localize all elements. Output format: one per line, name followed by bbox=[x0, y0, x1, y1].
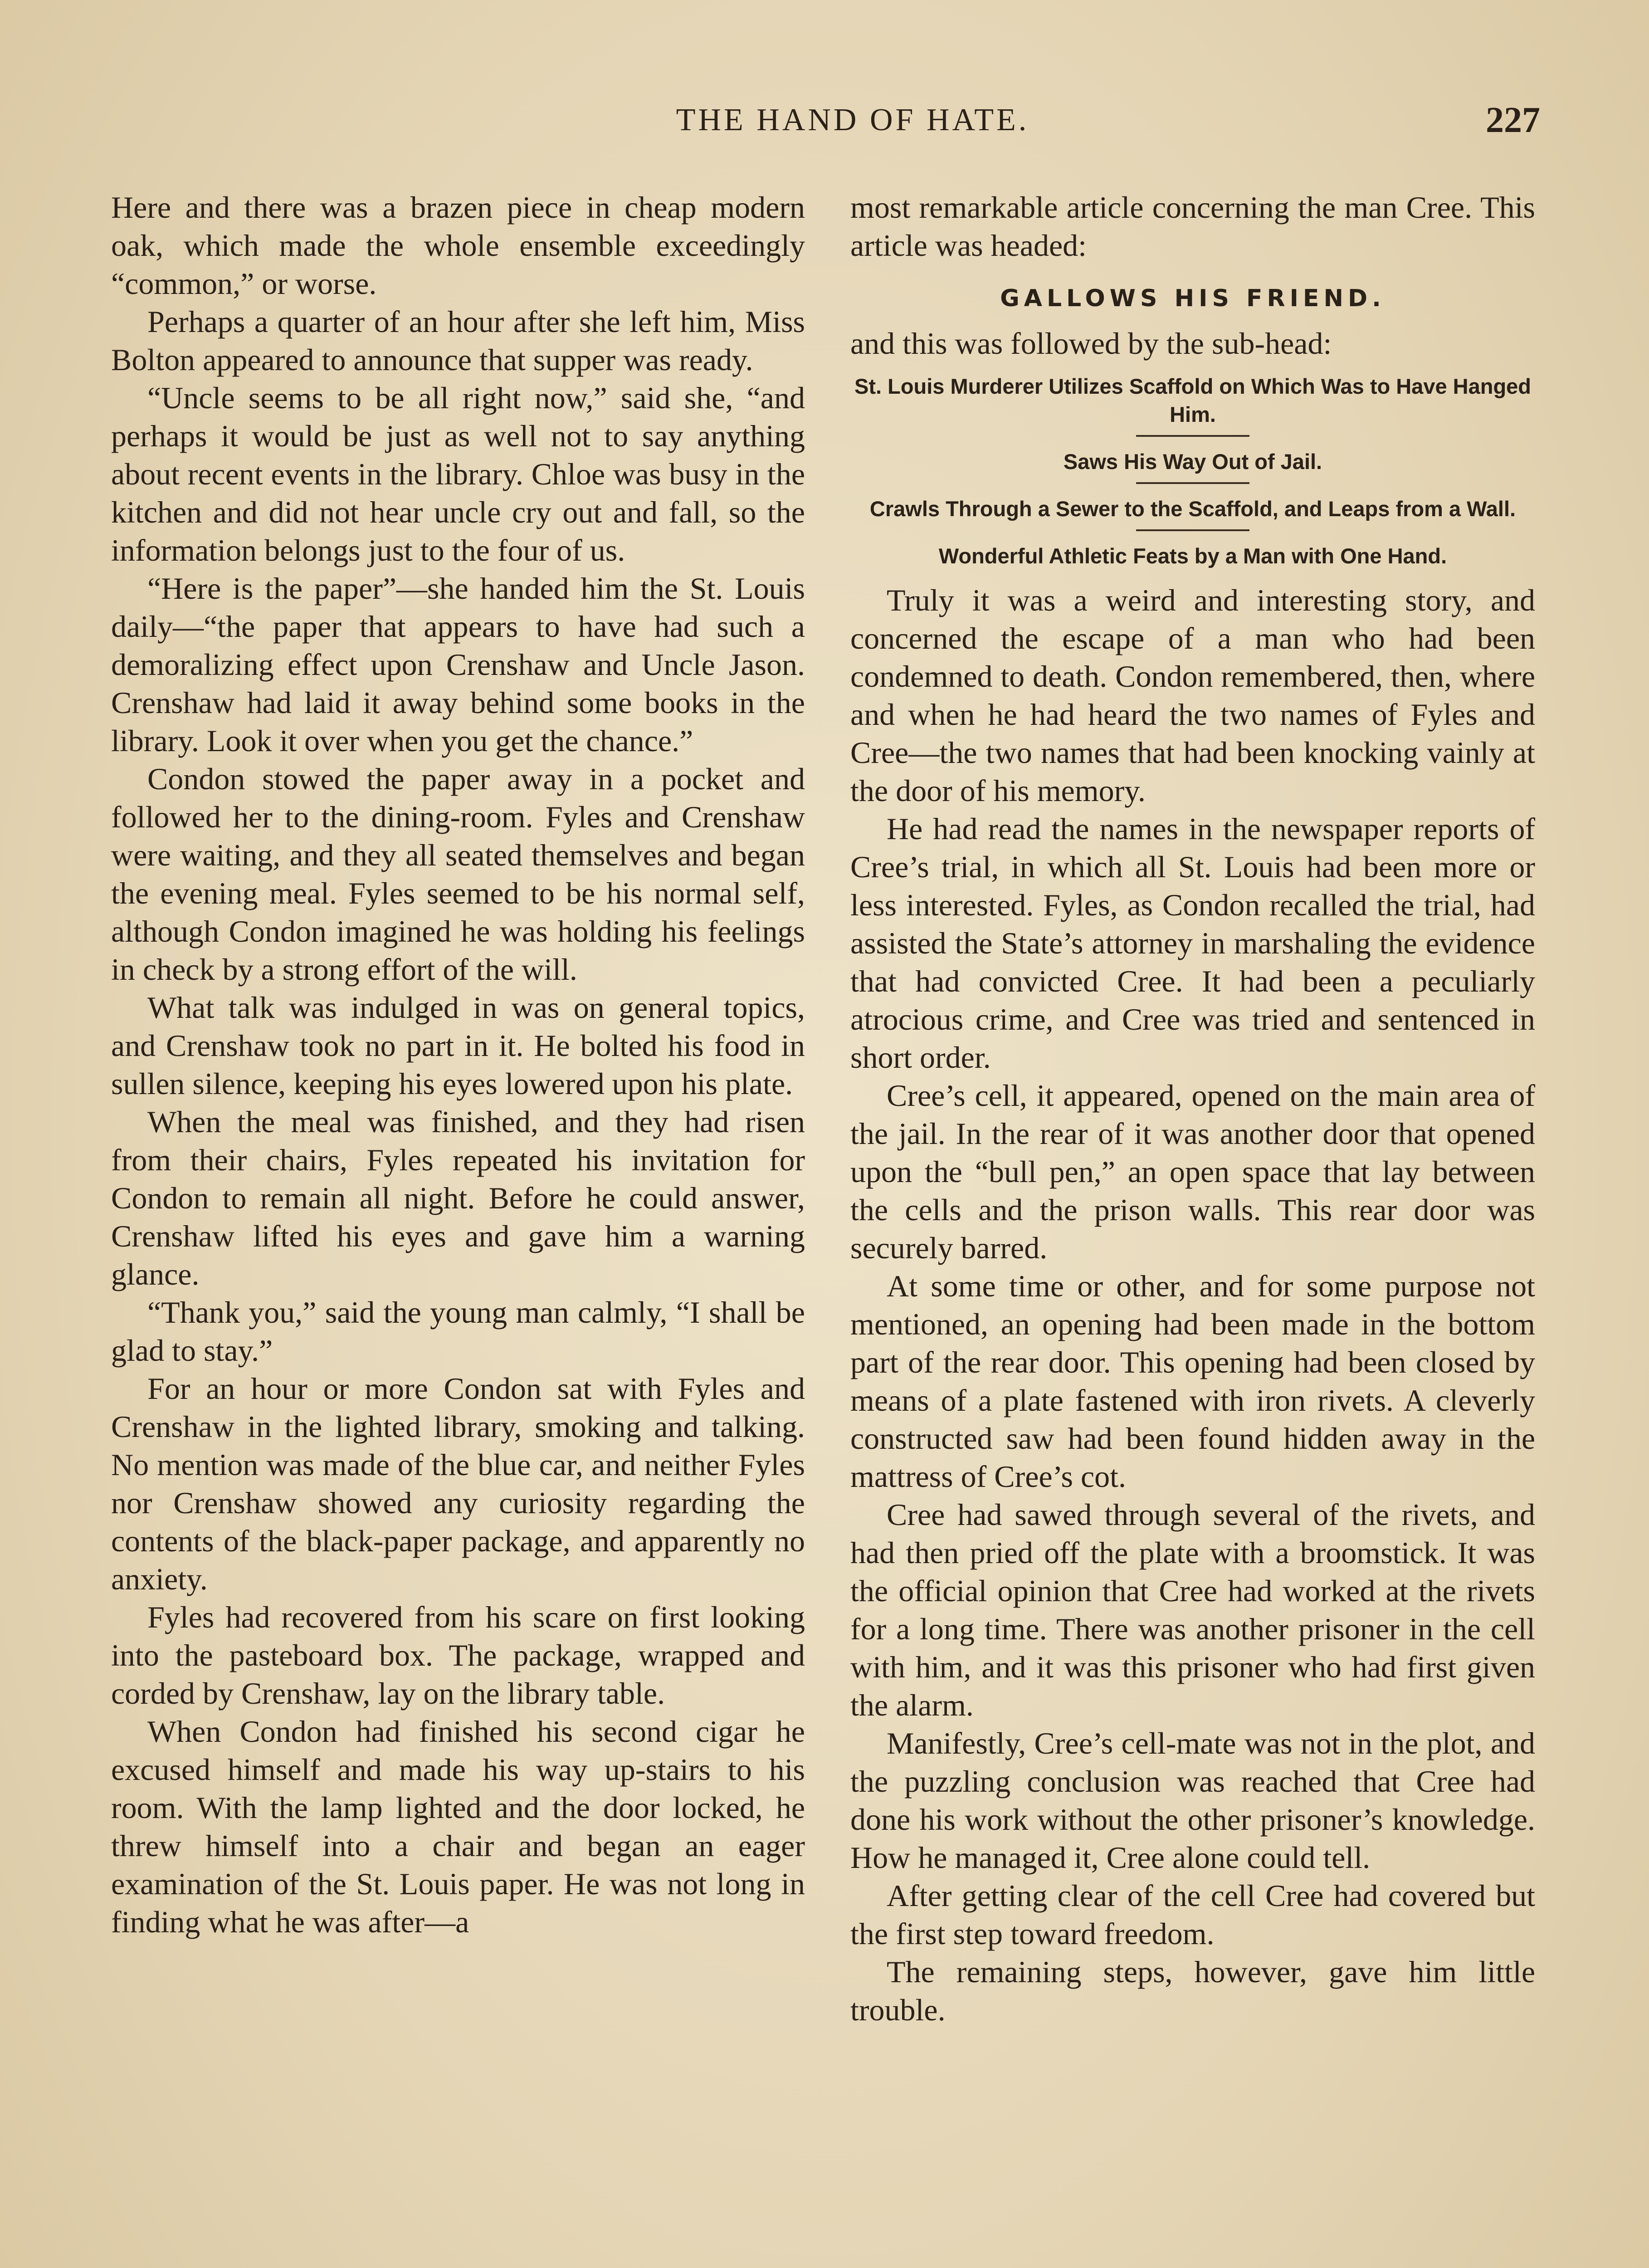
paragraph: Manifestly, Cree’s cell-mate was not in the plot, and the puzzling conclusion was reached that Cree had done his work without the other prisoner’s knowledge. How he managed it, Cree alone could tell. bbox=[850, 1726, 1535, 1875]
paragraph: When the meal was finished, and they had risen from their chairs, Fyles repeated his invitation for Condon to remain all night. Before he could answer, Crenshaw lifted his eyes and gave him a warning glance. bbox=[111, 1105, 805, 1291]
right-column bbox=[850, 188, 1535, 2029]
paragraph: The remaining steps, however, gave him little trouble. bbox=[850, 1955, 1535, 2027]
paragraph: and this was followed by the sub-head: bbox=[850, 326, 1332, 361]
paragraph: What talk was indulged in was on general topics, and Crenshaw took no part in it. He bolted his food in sullen silence, keeping his eyes lowered upon his plate. bbox=[111, 990, 805, 1101]
paragraph: Cree’s cell, it appeared, opened on the main area of the jail. In the rear of it was another door that opened upon the “bull pen,” an open space that lay between the cells and the prison walls. This rear door was securely barred. bbox=[850, 1078, 1535, 1265]
paragraph: “Uncle seems to be all right now,” said she, “and perhaps it would be just as well not to say anything about recent events in the library. Chloe was busy in the kitchen and did not hear uncle cry out and fall, so the information belongs just to the four of us. bbox=[111, 381, 805, 567]
paragraph: For an hour or more Condon sat with Fyles and Crenshaw in the lighted library, smoking and talking. No mention was made of the blue car, and neither Fyles nor Crenshaw showed any curiosity regarding the contents of the black-paper package, and apparently no anxiety. bbox=[111, 1371, 805, 1596]
divider bbox=[1136, 435, 1249, 437]
paragraph: Fyles had recovered from his scare on first looking into the pasteboard box. The package, wrapped and corded by Crenshaw, lay on the library table. bbox=[111, 1600, 805, 1711]
divider bbox=[1136, 482, 1249, 484]
paragraph: After getting clear of the cell Cree had covered but the first step toward freedom. bbox=[850, 1878, 1535, 1951]
running-title: THE HAND OF HATE. bbox=[676, 103, 1029, 137]
article-subhead: Wonderful Athletic Feats by a Man with One Hand. bbox=[938, 544, 1447, 568]
paragraph: most remarkable article concerning the man Cree. This article was headed: bbox=[850, 190, 1535, 263]
left-column bbox=[111, 188, 805, 1941]
paragraph: At some time or other, and for some purpose not mentioned, an opening had been made in the bottom part of the rear door. This opening had been closed by means of a plate fastened with iron rivets. A cleverly constructed saw had been found hidden away in the mattress of Cree’s cot. bbox=[850, 1269, 1535, 1494]
article-subhead: St. Louis Murderer Utilizes Scaffold on Which Was to Have Hanged Him. bbox=[854, 374, 1531, 426]
paragraph: Condon stowed the paper away in a pocket and followed her to the dining-room. Fyles and Crenshaw were waiting, and they all seated themselves and began the evening meal. Fyles seemed to be his normal self, although Condon imagined he was holding his feelings in check by a strong effort of the will. bbox=[111, 762, 805, 987]
article-subhead: Saws His Way Out of Jail. bbox=[1063, 450, 1322, 474]
paragraph: “Here is the paper”—she handed him the St. Louis daily—“the paper that appears to have had such a demoralizing effect upon Crenshaw and Uncle Jason. Crenshaw had laid it away behind some books in the library. Look it over when you get the chance.” bbox=[111, 571, 805, 758]
paragraph: Cree had sawed through several of the rivets, and had then pried off the plate with a broomstick. It was the official opinion that Cree had worked at the rivets for a long time. There was another prisoner in the cell with him, and it was this prisoner who had first given the alarm. bbox=[850, 1497, 1535, 1722]
page-number: 227 bbox=[1486, 100, 1540, 140]
article-headline: GALLOWS HIS FRIEND. bbox=[1000, 285, 1386, 312]
paragraph: Truly it was a weird and interesting story, and concerned the escape of a man who had been condemned to death. Condon remembered, then, where and when he had heard the two names of Fyles and Cree—the two names that had been knocking vainly at the door of his memory. bbox=[850, 583, 1535, 808]
paragraph: When Condon had finished his second cigar he excused himself and made his way up-stairs to his room. With the lamp lighted and the door locked, he threw himself into a chair and began an eager examination of the St. Louis paper. He was not long in finding what he was after—a bbox=[111, 1714, 805, 1939]
paragraph: Here and there was a brazen piece in cheap modern oak, which made the whole ensemble exceedingly “common,” or worse. bbox=[111, 190, 805, 301]
divider bbox=[1136, 529, 1249, 531]
article-subhead: Crawls Through a Sewer to the Scaffold, and Leaps from a Wall. bbox=[869, 497, 1516, 521]
paragraph: “Thank you,” said the young man calmly, “I shall be glad to stay.” bbox=[111, 1295, 805, 1368]
paragraph: Perhaps a quarter of an hour after she left him, Miss Bolton appeared to announce that supper was ready. bbox=[111, 304, 805, 377]
paragraph: He had read the names in the newspaper reports of Cree’s trial, in which all St. Louis had been more or less interested. Fyles, as Condon recalled the trial, had assisted the State’s attorney in marshaling the evidence that had convicted Cree. It had been a peculiarly atrocious crime, and Cree was tried and sentenced in short order. bbox=[850, 811, 1535, 1075]
